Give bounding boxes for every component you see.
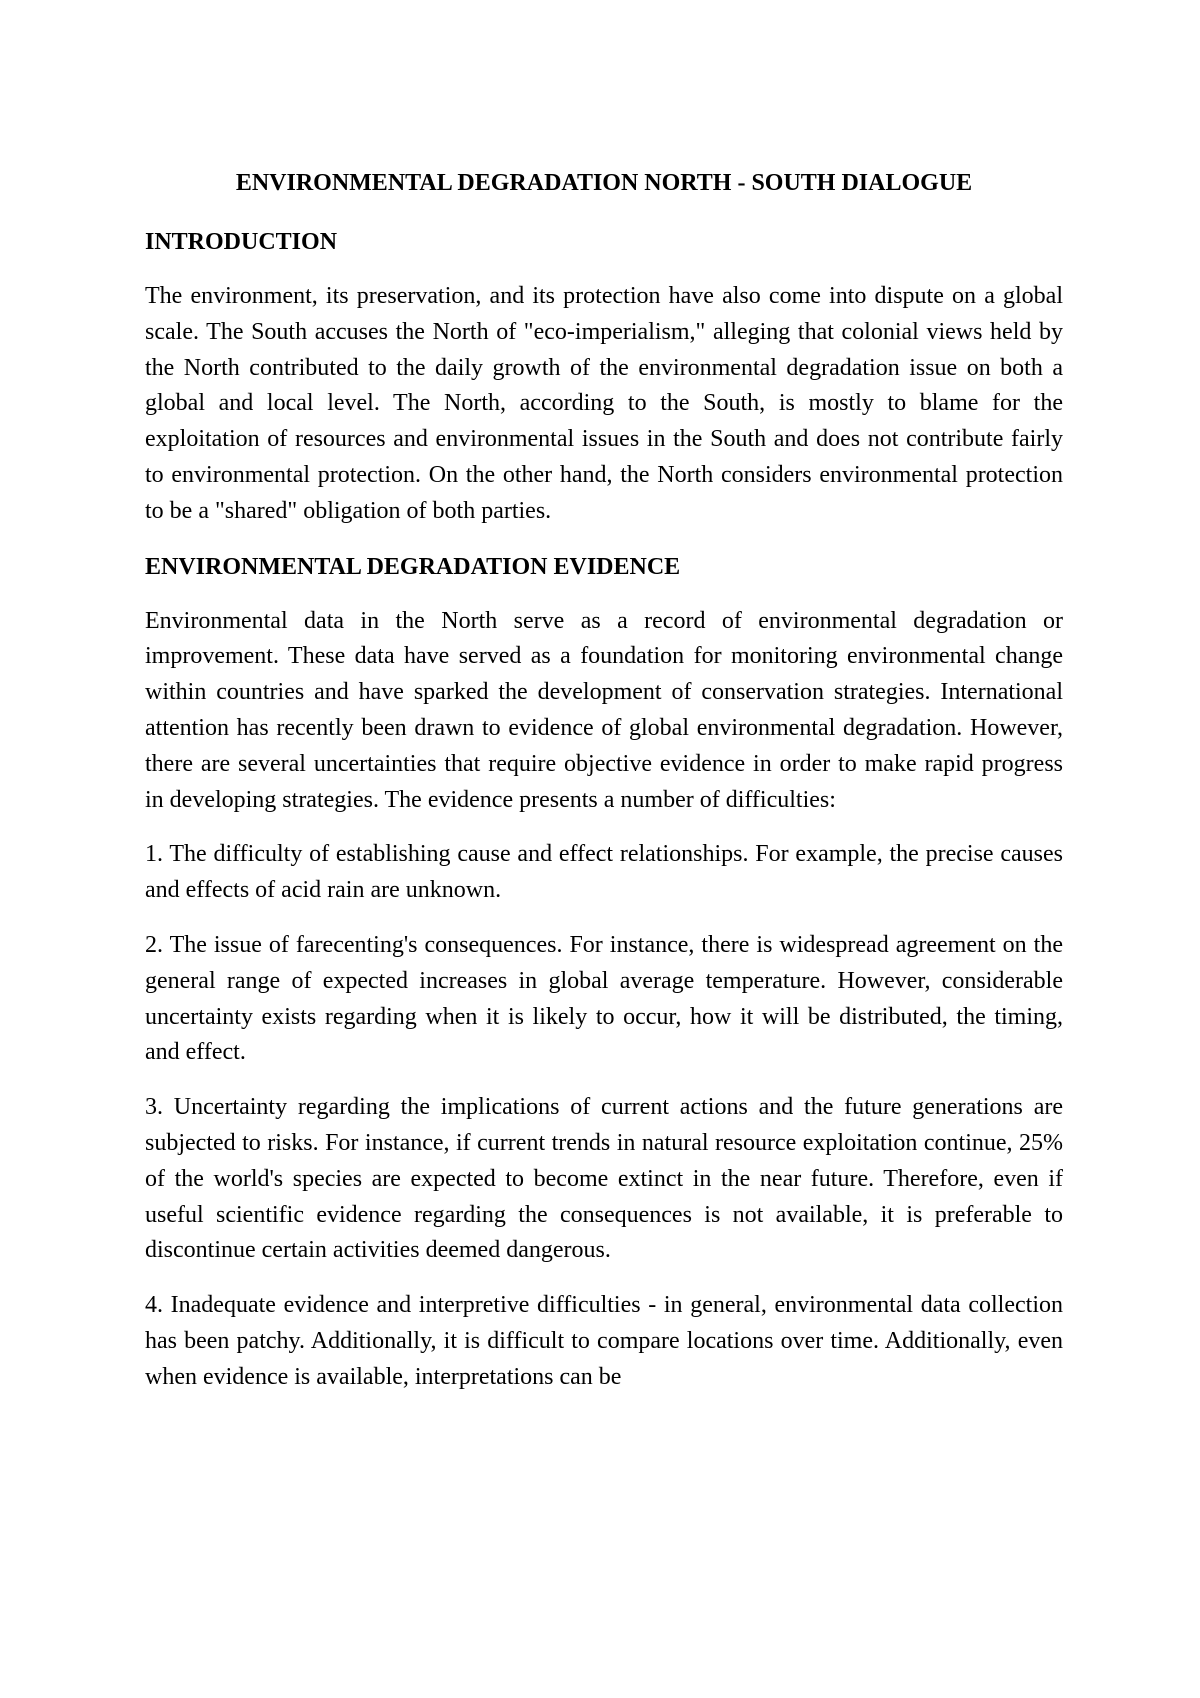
list-item-2: 2. The issue of farecenting's consequences. For instance, there is widespread agreement on the general range of expected increases in global average temperature. However, considerable uncertainty exists regarding when it is likely to occur, how it will be distributed, the timing, and effect. <box>145 931 1063 1066</box>
list-item-3: 3. Uncertainty regarding the implications of current actions and the future generations are subjected to risks. For instance, if current trends in natural resource exploitation continue, 25% of the world's species are expected to become extinct in the near future. Therefore, even if useful scientific evidence regarding the consequences is not available, it is preferable to discontinue certain activities deemed dangerous. <box>145 1094 1063 1264</box>
section-heading-evidence: ENVIRONMENTAL DEGRADATION EVIDENCE <box>145 553 681 580</box>
list-item-4: 4. Inadequate evidence and interpretive difficulties - in general, environmental data collection has been patchy. Additionally, it is difficult to compare locations over time. Additionally, even when evidence is available, interpretations can be <box>145 1292 1063 1390</box>
evidence-paragraph: Environmental data in the North serve as a record of environmental degradation or improvement. These data have served as a foundation for monitoring environmental change within countries and have sparked the development of conservation strategies. International attention has recently been drawn to evidence of global environmental degradation. However, there are several uncertainties that require objective evidence in order to make rapid progress in developing strategies. The evidence presents a number of difficulties: <box>145 607 1063 813</box>
intro-paragraph: The environment, its preservation, and its protection have also come into dispute on a global scale. The South accuses the North of "eco-imperialism," alleging that colonial views held by the North contributed to the daily growth of the environmental degradation issue on both a global and local level. The North, according to the South, is mostly to blame for the exploitation of resources and environmental issues in the South and does not contribute fairly to environmental protection. On the other hand, the North considers environmental protection to be a "shared" obligation of both parties. <box>145 283 1063 524</box>
document-body <box>145 165 1063 1415</box>
document-title: ENVIRONMENTAL DEGRADATION NORTH - SOUTH DIALOGUE <box>235 170 973 196</box>
section-heading-introduction: INTRODUCTION <box>145 229 338 255</box>
list-item-1: 1. The difficulty of establishing cause and effect relationships. For example, the precise causes and effects of acid rain are unknown. <box>145 841 1063 904</box>
